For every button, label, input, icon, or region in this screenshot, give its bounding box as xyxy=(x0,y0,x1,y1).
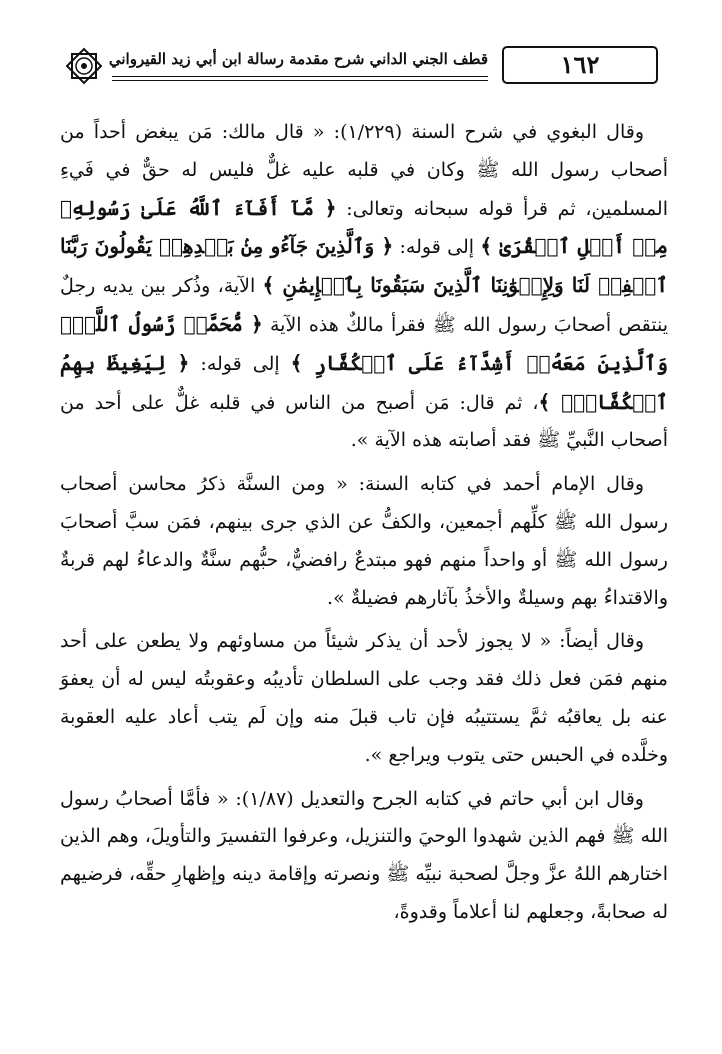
book-title: قطف الجني الداني شرح مقدمة رسالة ابن أبي زيد القيرواني xyxy=(108,50,488,68)
page-body xyxy=(60,114,668,938)
quran-quote: ﴿ وَٱلَّذِينَ جَآءُو مِنۢ بَعۡدِهِمۡ يَقُولُونَ رَبَّنَا ٱغۡفِرۡ لَنَا وَلِإِخۡوَٰنِنَا ٱلَّذِينَ سَبَقُونَا بِٱلۡإِيمَٰنِ ﴾ xyxy=(60,234,668,298)
text-segment: إلى قوله: xyxy=(393,236,481,259)
page-number: ١٦٢ xyxy=(502,46,658,84)
text-segment: وقال ابن أبي حاتم في كتابه الجرح والتعديل (١/٨٧): « فأمَّا أصحابُ رسول الله ﷺ فهم الذين شهدوا الوحيَ والتنزيل، وعرفوا التفسيرَ والتأويلَ، وهم الذين اختارهم اللهُ عزَّ وجلَّ لصحبة نبيِّه ﷺ ونصرته وإقامة دينه وإظهارِ حقِّه، فرضيهم له صحابةً، وجعلهم لنا أعلاماً وقدوةً، xyxy=(60,787,668,923)
text-segment: وقال البغوي في شرح السنة (١/٢٢٩): « قال مالك: مَن يبغض أحداً من أصحاب رسول الله ﷺ وكان في قلبه عليه غلٌّ فليس له حقٌّ في فَيءِ المسلمين، ثم قرأ قوله سبحانه وتعالى: xyxy=(60,121,668,220)
page-header xyxy=(62,40,662,90)
paragraph-ahmad xyxy=(60,466,668,617)
text-segment: الآية، وذُكر بين يديه رجلٌ ينتقص أصحابَ رسول الله ﷺ فقرأ مالكٌ هذه الآية xyxy=(60,275,668,336)
paragraph-baghawi xyxy=(60,114,668,460)
header-rule-upper xyxy=(112,76,488,77)
text-segment: إلى قوله: xyxy=(189,352,291,375)
header-rule-lower xyxy=(112,80,488,81)
quran-quote: ﴿ مُّحَمَّدٞ رَّسُولُ ٱللَّهِۚ وَٱلَّذِينَ مَعَهُۥٓ أَشِدَّآءُ عَلَى ٱلۡكُفَّارِ ﴾ xyxy=(60,311,668,375)
paragraph-ahmad-also xyxy=(60,623,668,774)
text-segment: وقال الإمام أحمد في كتابه السنة: « ومن السنَّة ذكرُ محاسن أصحاب رسول الله ﷺ كلِّهم أجمعين، والكفُّ عن الذي جرى بينهم، فمَن سبَّ أصحابَ رسول الله ﷺ أو واحداً منهم فهو مبتدعٌ رافضيٌّ، حبُّهم سنَّةٌ والدعاءُ لهم قربةٌ والاقتداءُ بهم وسيلةٌ والأخذُ بآثارهم فضيلةٌ ». xyxy=(60,473,668,609)
text-segment: وقال أيضاً: « لا يجوز لأحد أن يذكر شيئاً من مساوئهم ولا يطعن على أحد منهم فمَن فعل ذلك فقد وجب على السلطان تأديبُه وعقوبتُه ليس له أن يعفوَ عنه بل يعاقبُه ثمَّ يستتيبُه فإن تاب قبلَ منه وإن لَم يتب أعاد عليه العقوبة وخلَّده في الحبس حتى يتوب ويراجع ». xyxy=(60,630,668,766)
quran-quote: ﴿ مَّآ أَفَآءَ ٱللَّهُ عَلَىٰ رَسُولِهِۦ مِنۡ أَهۡلِ ٱلۡقُرَىٰ ﴾ xyxy=(60,195,668,259)
paragraph-ibn-abi-hatim xyxy=(60,781,668,932)
quran-quote: ﴿ لِيَغِيظَ بِهِمُ ٱلۡكُفَّارَۗ ﴾ xyxy=(60,350,668,414)
eight-point-star-ornament-icon xyxy=(62,44,106,88)
text-segment: ، ثم قال: مَن أصبح من الناس في قلبه غلٌّ على أحد من أصحاب النَّبيِّ ﷺ فقد أصابته هذه الآية ». xyxy=(60,391,668,452)
